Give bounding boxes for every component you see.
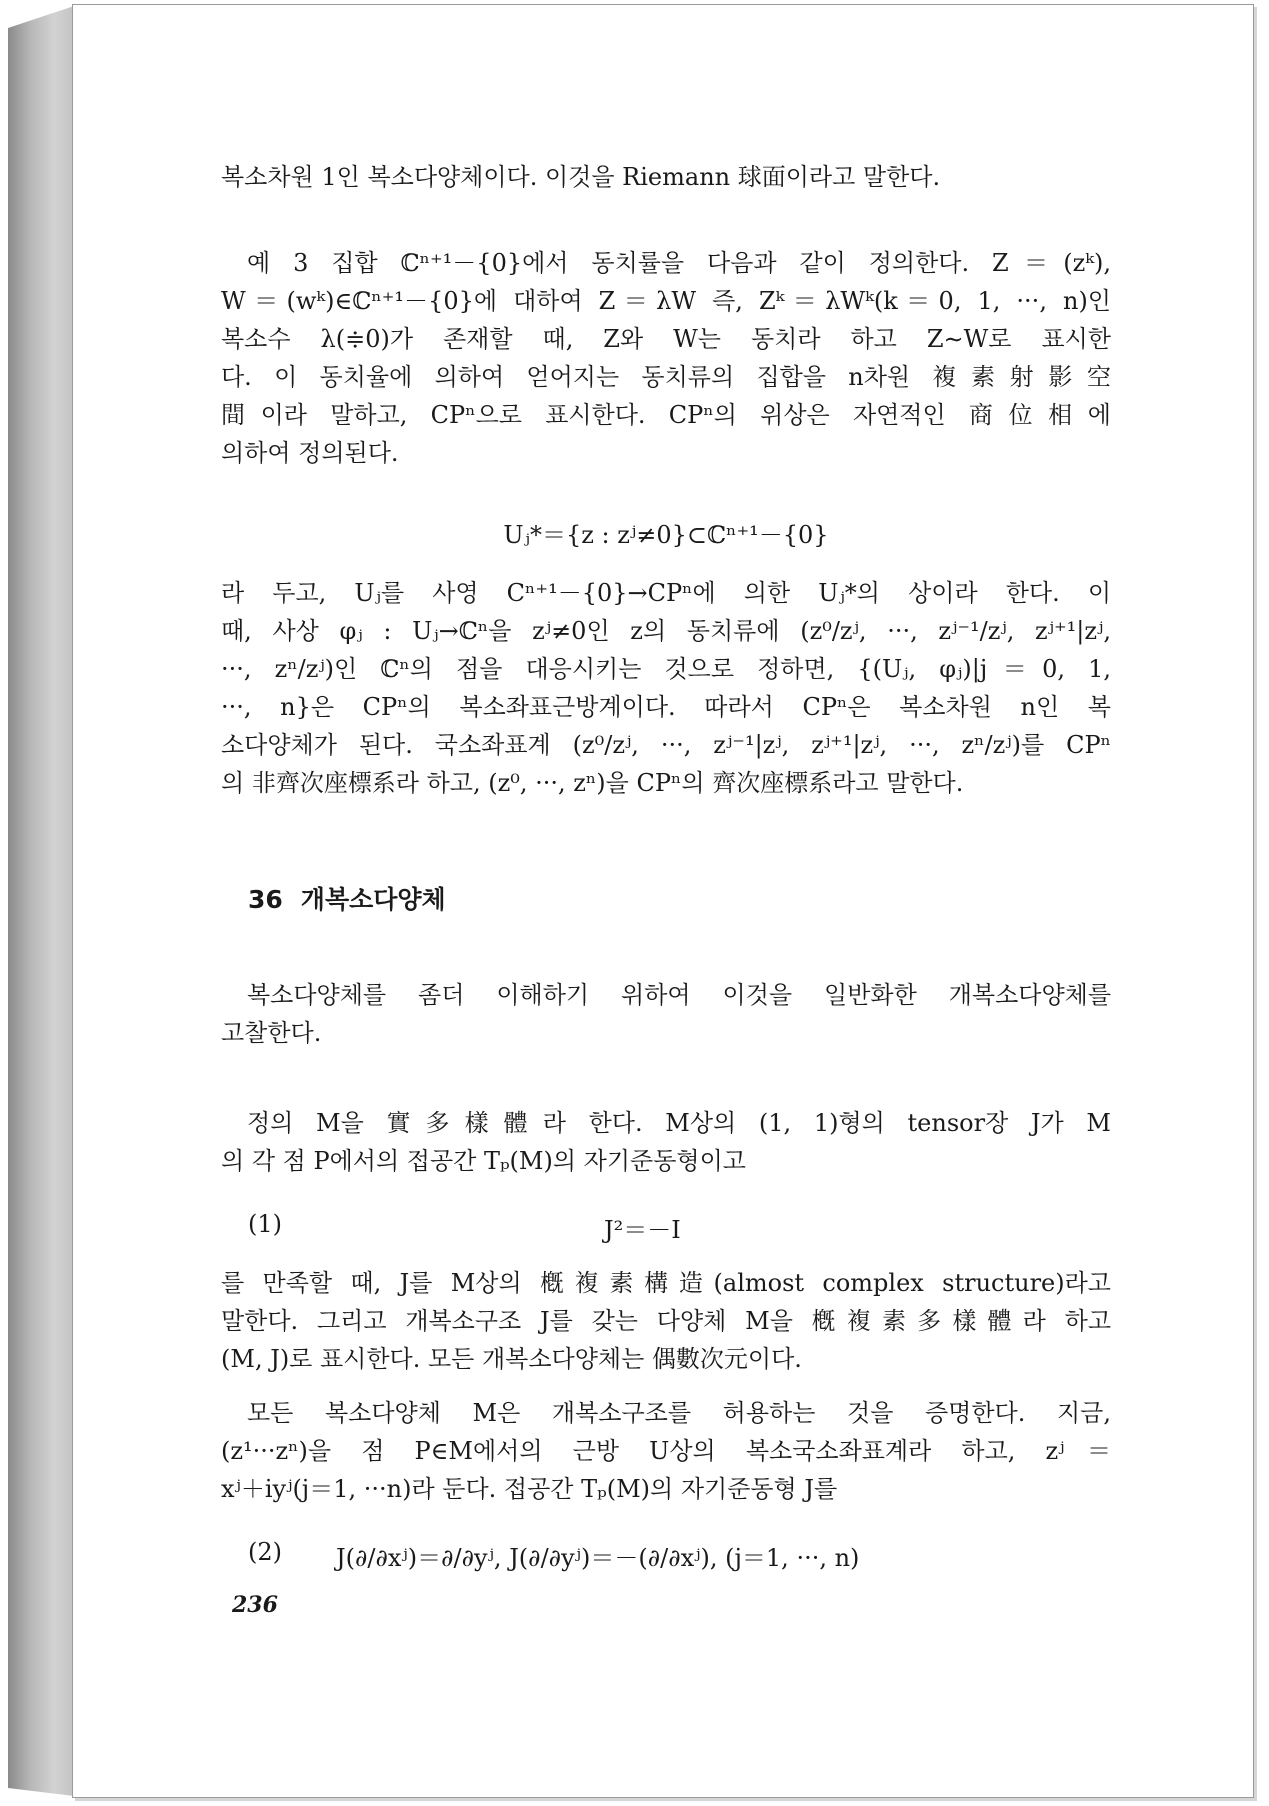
text-line: 소다양체가 된다. 국소좌표계 (z⁰/zʲ, ···, zʲ⁻¹|zʲ, zʲ⁺¹|zʲ, ···, zⁿ/zʲ)를 CPⁿ	[221, 731, 1111, 759]
equation-number: (1)	[248, 1210, 282, 1238]
text-line: ···, n}은 CPⁿ의 복소좌표근방계이다. 따라서 CPⁿ은 복소차원 n인 복	[221, 693, 1111, 721]
text-line: (M, J)로 표시한다. 모든 개복소다양체는 偶數次元이다.	[221, 1345, 802, 1373]
equation-number: (2)	[248, 1538, 282, 1566]
text-line: 복소차원 1인 복소다양체이다. 이것을 Riemann 球面이라고 말한다.	[221, 163, 941, 191]
text-line: ···, zⁿ/zʲ)인 ℂⁿ의 점을 대응시키는 것으로 정하면, {(Uⱼ, φⱼ)|j＝0, 1,	[221, 655, 1111, 683]
book-spine	[8, 6, 74, 1796]
text-line: 間이라 말하고, CPⁿ으로 표시한다. CPⁿ의 위상은 자연적인 商位相에	[221, 401, 1111, 429]
equation-uj	[221, 516, 1111, 554]
section-title: 개복소다양체	[300, 885, 446, 914]
paragraph-riemann	[221, 158, 1111, 196]
text-line: 모든 복소다양체 M은 개복소구조를 허용하는 것을 증명한다. 지금,	[247, 1399, 1111, 1427]
paragraph-intro	[221, 976, 1111, 1052]
equation-text: J²＝－I	[604, 1216, 681, 1244]
paragraph-proof	[221, 1394, 1111, 1508]
text-line: xʲ＋iyʲ(j＝1, ···n)라 둔다. 접공간 Tₚ(M)의 자기준동형 J를	[221, 1475, 838, 1503]
text-line: 정의 M을 實多樣體라 한다. M상의 (1, 1)형의 tensor장 J가 M	[247, 1109, 1111, 1137]
text-line: 때, 사상 φⱼ : Uⱼ→ℂⁿ을 zʲ≠0인 z의 동치류에 (z⁰/zʲ, ···, zʲ⁻¹/zʲ, zʲ⁺¹|zʲ,	[221, 617, 1111, 645]
equation-text: J(∂/∂xʲ)＝∂/∂yʲ, J(∂/∂yʲ)＝－(∂/∂xʲ), (j＝1, ···, n)	[336, 1544, 860, 1572]
text-line: 라 두고, Uⱼ를 사영 Cⁿ⁺¹－{0}→CPⁿ에 의한 Uⱼ*의 상이라 한다. 이	[221, 579, 1111, 607]
page-number: 236	[232, 1592, 278, 1618]
text-line: 예 3 집합 ℂⁿ⁺¹－{0}에서 동치률을 다음과 같이 정의한다. Z＝(zᵏ),	[247, 249, 1111, 277]
text-line: W＝(wᵏ)∈ℂⁿ⁺¹－{0}에 대하여 Z＝λW 즉, Zᵏ＝λWᵏ(k＝0, 1, ···, n)인	[221, 287, 1111, 315]
text-line: (z¹···zⁿ)을 점 P∈M에서의 근방 U상의 복소국소좌표계라 하고, zʲ＝	[221, 1437, 1111, 1465]
text-line: 의 각 점 P에서의 접공간 Tₚ(M)의 자기준동형이고	[221, 1147, 746, 1175]
text-line: 의하여 정의된다.	[221, 439, 399, 467]
text-line: 말한다. 그리고 개복소구조 J를 갖는 다양체 M을 槪複素多樣體라 하고	[221, 1307, 1111, 1335]
text-line: 고찰한다.	[221, 1019, 322, 1047]
text-line: 복소다양체를 좀더 이해하기 위하여 이것을 일반화한 개복소다양체를	[247, 981, 1111, 1009]
text-line: 다. 이 동치율에 의하여 얻어지는 동치류의 집합을 n차원 複素射影空	[221, 363, 1111, 391]
paragraph-projective-coords	[221, 574, 1111, 802]
section-heading	[248, 880, 464, 916]
section-number: 36	[248, 885, 283, 914]
paragraph-almost-complex	[221, 1264, 1111, 1378]
equation-text: Uⱼ*＝{z : zʲ≠0}⊂ℂⁿ⁺¹－{0}	[503, 521, 829, 549]
definition	[221, 1104, 1111, 1180]
text-line: 를 만족할 때, J를 M상의 槪複素構造(almost complex structure)라고	[221, 1269, 1111, 1297]
example-3	[221, 244, 1111, 472]
text-line: 의 非齊次座標系라 하고, (z⁰, ···, zⁿ)을 CPⁿ의 齊次座標系라고 말한다.	[221, 769, 964, 797]
text-line: 복소수 λ(≑0)가 존재할 때, Z와 W는 동치라 하고 Z∼W로 표시한	[221, 325, 1111, 353]
